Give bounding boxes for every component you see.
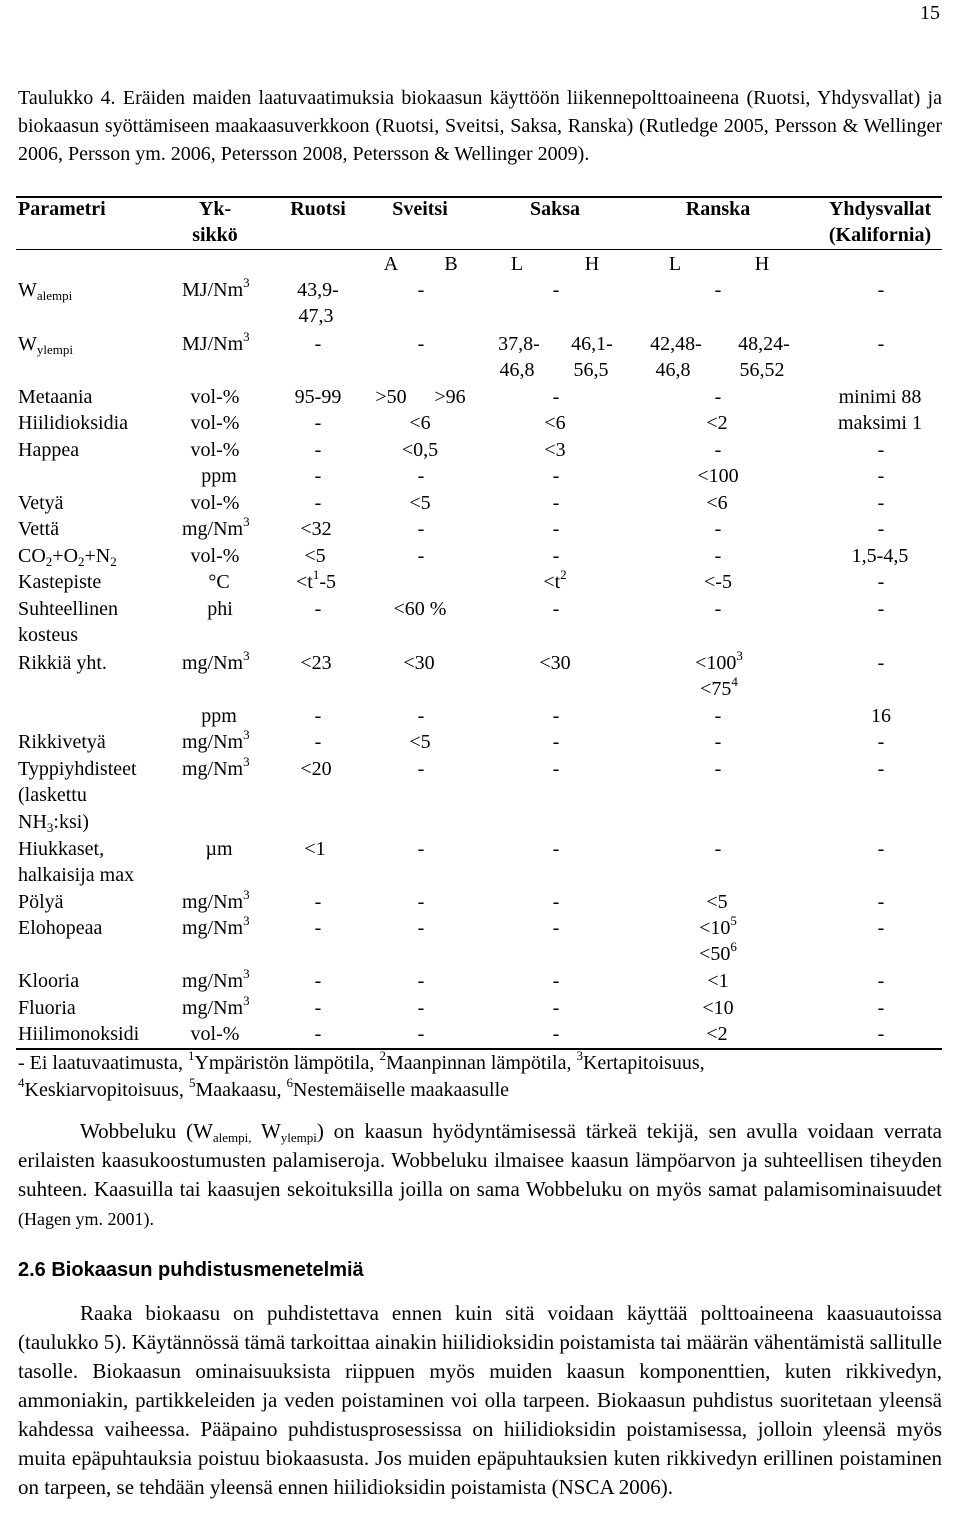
row-metaania-usa: minimi 88	[838, 386, 922, 408]
row-rikkivetya-ranska: -	[714, 731, 722, 753]
table-footnotes: - Ei laatuvaatimusta, $^1$Ympäristön lämpötila, $^2$Maanpinnan lämpötila, $^3$Kertapitoisuus, $^4$Keskiarvopitoisuus, $^5$Maakaasu, $^6$Nestemäiselle maakaasulle	[18, 1048, 705, 1101]
row-kastepiste-param: Kastepiste	[18, 571, 102, 593]
row-klooria-saksa: -	[552, 970, 560, 992]
subheader-saksa-l: L	[510, 253, 524, 275]
row-metaania-param: Metaania	[18, 386, 93, 408]
row-polya-usa: -	[877, 891, 885, 913]
wobbe-paragraph: Wobbeluku ($W_{alempi,}$ $W_{ylempi}$) on kaasun hyödyntämisessä tärkeä tekijä, sen avulla voidaan verrata erilaisten kaasukoostumusten palamiseroja. Wobbeluku ilmaisee kaasun lämpöarvon ja suhteellisen tiheyden suhteen. Kaasuilla tai kaasujen sekoituksilla joilla on sama Wobbeluku on myös samat palamisominaisuudet (Hagen ym. 2001).	[18, 1119, 942, 1229]
subheader-saksa-h: H	[584, 253, 600, 275]
section-heading: 2.6 Biokaasun puhdistusmenetelmiä	[18, 1259, 364, 1281]
row-rikkia-ppm-usa: 16	[871, 705, 891, 727]
header-saksa: Saksa	[529, 198, 581, 220]
row-happea-ppm-ruotsi: -	[314, 465, 322, 487]
row-co2-sveitsi: -	[417, 545, 425, 567]
row-vetta-saksa: -	[552, 518, 560, 540]
row-vetta-ranska: -	[714, 518, 722, 540]
row-w-ylempi-sveitsi: -	[417, 333, 425, 355]
row-typpi-ruotsi: <20	[300, 758, 332, 780]
row-metaania-sveitsi-b: >96	[434, 386, 466, 408]
row-w-alempi-ranska: -	[714, 279, 722, 301]
row-w-ylempi-ranska-l: 42,48-	[650, 333, 702, 355]
row-polya-saksa: -	[552, 891, 560, 913]
row-rikkia-ppm-unit: ppm	[201, 705, 237, 727]
row-rikkia-ranska-2: $<75^4$	[700, 674, 738, 700]
subheader-ranska-h: H	[754, 253, 770, 275]
row-rikkivetya-saksa: -	[552, 731, 560, 753]
row-co2-saksa: -	[552, 545, 560, 567]
row-fluoria-ranska: <10	[702, 997, 734, 1019]
row-hiukkaset-param-2: halkaisija max	[18, 864, 135, 886]
row-suhteellinen-ranska: -	[714, 598, 722, 620]
row-suhteellinen-ruotsi: -	[314, 598, 322, 620]
row-rikkia-saksa: <30	[539, 652, 571, 674]
row-hiilidioksidia-unit: vol-%	[190, 412, 240, 434]
row-rikkivetya-unit: mg/Nm$^3$	[182, 727, 250, 753]
row-w-ylempi-saksa-h-2: 56,5	[573, 359, 609, 381]
row-hiukkaset-unit: µm	[205, 838, 233, 860]
row-elohopeaa-ranska: $<10^5$	[699, 913, 737, 939]
row-w-alempi-param: $W_{alempi}$	[18, 279, 73, 303]
table-top-rule	[16, 196, 942, 198]
row-hiukkaset-param: Hiukkaset,	[18, 838, 105, 860]
row-w-ylempi-ranska-h: 48,24-	[738, 333, 790, 355]
row-rikkivetya-sveitsi: <5	[409, 731, 431, 753]
row-vetta-ruotsi: <32	[300, 518, 332, 540]
row-happea-sveitsi: <0,5	[401, 439, 439, 461]
row-hiilimonoksidi-saksa: -	[552, 1023, 560, 1045]
row-vetta-param: Vettä	[18, 518, 60, 540]
row-co2-usa: 1,5-4,5	[851, 545, 909, 567]
row-co2-param: $CO_2+O_2+N_2$	[18, 545, 117, 569]
row-vetya-ranska: <6	[706, 492, 728, 514]
row-w-ylempi-ruotsi: -	[314, 333, 322, 355]
row-w-ylempi-usa: -	[877, 333, 885, 355]
row-elohopeaa-saksa: -	[552, 917, 560, 939]
row-hiukkaset-ranska: -	[714, 838, 722, 860]
row-metaania-saksa: -	[552, 386, 560, 408]
row-typpi-unit: mg/Nm$^3$	[182, 754, 250, 780]
row-fluoria-param: Fluoria	[18, 997, 76, 1019]
row-rikkia-usa: -	[877, 652, 885, 674]
row-rikkivetya-param: Rikkivetyä	[18, 731, 106, 753]
row-fluoria-sveitsi: -	[417, 997, 425, 1019]
row-suhteellinen-usa: -	[877, 598, 885, 620]
row-vetya-sveitsi: <5	[409, 492, 431, 514]
row-vetta-usa: -	[877, 518, 885, 540]
row-hiilimonoksidi-param: Hiilimonoksidi	[18, 1023, 140, 1045]
row-suhteellinen-saksa: -	[552, 598, 560, 620]
row-kastepiste-usa: -	[877, 571, 885, 593]
row-klooria-usa: -	[877, 970, 885, 992]
row-metaania-ranska: -	[714, 386, 722, 408]
subheader-sveitsi-b: B	[444, 253, 458, 275]
row-hiilidioksidia-ruotsi: -	[314, 412, 322, 434]
row-suhteellinen-param-2: kosteus	[18, 624, 78, 646]
row-metaania-ruotsi: 95-99	[294, 386, 342, 408]
row-happea-param: Happea	[18, 439, 80, 461]
row-elohopeaa-usa: -	[877, 917, 885, 939]
row-happea-ranska: -	[714, 439, 722, 461]
row-hiilimonoksidi-usa: -	[877, 1023, 885, 1045]
header-yksikko: Yk-	[198, 198, 232, 220]
row-rikkia-ppm-ruotsi: -	[314, 705, 322, 727]
row-w-alempi-usa: -	[877, 279, 885, 301]
row-rikkia-ruotsi: <23	[300, 652, 332, 674]
row-hiilidioksidia-saksa: <6	[544, 412, 566, 434]
row-klooria-unit: mg/Nm$^3$	[182, 966, 250, 992]
row-polya-ranska: <5	[706, 891, 728, 913]
page-number: 15	[920, 2, 940, 24]
row-fluoria-ruotsi: -	[314, 997, 322, 1019]
row-hiukkaset-saksa: -	[552, 838, 560, 860]
row-hiukkaset-ruotsi: <1	[304, 838, 326, 860]
row-kastepiste-saksa: $<t^2$	[543, 567, 567, 593]
row-metaania-sveitsi-a: >50	[375, 386, 407, 408]
row-hiilimonoksidi-ruotsi: -	[314, 1023, 322, 1045]
row-rikkia-sveitsi: <30	[403, 652, 435, 674]
row-suhteellinen-sveitsi: <60 %	[393, 598, 447, 620]
row-hiilimonoksidi-ranska: <2	[706, 1023, 728, 1045]
row-happea-ruotsi: -	[314, 439, 322, 461]
table-caption: Taulukko 4. Eräiden maiden laatuvaatimuksia biokaasun käyttöön liikennepolttoaineena (Ruotsi, Yhdysvallat) ja biokaasun syöttämiseen maakaasuverkkoon (Ruotsi, Sveitsi, Saksa, Ranska) (Rutledge 2005, Persson & Wellinger 2006, Persson ym. 2006, Petersson 2008, Petersson & Wellinger 2009).	[18, 87, 942, 165]
row-rikkia-unit: mg/Nm$^3$	[182, 648, 250, 674]
table-header-rule	[16, 249, 942, 250]
row-happea-ppm-ranska: <100	[697, 465, 739, 487]
row-elohopeaa-ruotsi: -	[314, 917, 322, 939]
row-happea-unit: vol-%	[190, 439, 240, 461]
row-w-ylempi-ranska-h-2: 56,52	[739, 359, 785, 381]
row-suhteellinen-param: Suhteellinen	[18, 598, 118, 620]
row-rikkia-ppm-sveitsi: -	[417, 705, 425, 727]
row-happea-usa: -	[877, 439, 885, 461]
row-metaania-unit: vol-%	[190, 386, 240, 408]
row-typpi-sveitsi: -	[417, 758, 425, 780]
header-yhdysvallat: Yhdysvallat	[828, 198, 932, 220]
row-w-alempi-unit: MJ/Nm$^3$	[182, 275, 250, 301]
row-fluoria-usa: -	[877, 997, 885, 1019]
row-polya-unit: mg/Nm$^3$	[182, 887, 250, 913]
row-elohopeaa-unit: mg/Nm$^3$	[182, 913, 250, 939]
row-typpi-param-3: $NH_3:ksi$)	[18, 811, 89, 835]
header-ranska: Ranska	[685, 198, 751, 220]
row-rikkivetya-ruotsi: -	[314, 731, 322, 753]
row-co2-ranska: -	[714, 545, 722, 567]
subheader-sveitsi-a: A	[383, 253, 399, 275]
header-kalifornia: (Kalifornia)	[828, 224, 932, 246]
row-vetya-unit: vol-%	[190, 492, 240, 514]
row-hiilimonoksidi-sveitsi: -	[417, 1023, 425, 1045]
row-w-ylempi-saksa-l-2: 46,8	[499, 359, 535, 381]
row-klooria-sveitsi: -	[417, 970, 425, 992]
row-happea-ppm-unit: ppm	[201, 465, 237, 487]
header-yksikko-2: sikkö	[192, 224, 238, 246]
row-polya-param: Pölyä	[18, 891, 64, 913]
row-polya-ruotsi: -	[314, 891, 322, 913]
row-elohopeaa-sveitsi: -	[417, 917, 425, 939]
header-parametri: Parametri	[18, 198, 106, 220]
row-w-ylempi-saksa-l: 37,8-	[498, 333, 540, 355]
row-fluoria-unit: mg/Nm$^3$	[182, 993, 250, 1019]
row-rikkia-ppm-saksa: -	[552, 705, 560, 727]
row-co2-unit: vol-%	[190, 545, 240, 567]
row-hiilidioksidia-sveitsi: <6	[409, 412, 431, 434]
row-rikkia-ranska: $<100^3$	[695, 648, 743, 674]
row-klooria-ruotsi: -	[314, 970, 322, 992]
row-hiilidioksidia-usa: maksimi 1	[838, 412, 922, 434]
row-elohopeaa-param: Elohopeaa	[18, 917, 103, 939]
header-ruotsi: Ruotsi	[290, 198, 346, 220]
row-kastepiste-ruotsi: $<t^1-5$	[295, 567, 337, 593]
row-typpi-param-2: (laskettu	[18, 784, 87, 806]
row-happea-ppm-sveitsi: -	[417, 465, 425, 487]
row-rikkivetya-usa: -	[877, 731, 885, 753]
row-rikkia-param: Rikkiä yht.	[18, 652, 107, 674]
row-rikkia-ppm-ranska: -	[714, 705, 722, 727]
row-w-alempi-sveitsi: -	[417, 279, 425, 301]
header-sveitsi: Sveitsi	[392, 198, 448, 220]
row-kastepiste-ranska: <-5	[704, 571, 732, 593]
row-w-ylempi-unit: MJ/Nm$^3$	[182, 329, 250, 355]
row-hiilidioksidia-ranska: <2	[706, 412, 728, 434]
row-happea-saksa: <3	[544, 439, 566, 461]
row-typpi-usa: -	[877, 758, 885, 780]
row-happea-ppm-saksa: -	[552, 465, 560, 487]
row-vetya-ruotsi: -	[314, 492, 322, 514]
row-hiukkaset-usa: -	[877, 838, 885, 860]
row-polya-sveitsi: -	[417, 891, 425, 913]
row-vetta-unit: mg/Nm$^3$	[182, 514, 250, 540]
section-paragraph: Raaka biokaasu on puhdistettava ennen kuin sitä voidaan käyttää polttoaineena kaasuautoissa (taulukko 5). Käytännössä tämä tarkoittaa ainakin hiilidioksidin poistamista tai määrän vähentämistä sallitulle tasolle. Biokaasun ominaisuuksista riippuen myös muiden kaasun komponenttien, kuten rikkivedyn, ammoniakin, partikkeleiden ja veden poistaminen voi olla tarpeen. Biokaasun puhdistus suoritetaan yleensä kahdessa vaiheessa. Pääpaino puhdistusprosessissa on hiilidioksidin poistamisessa, jolloin yleensä myös muita epäpuhtauksia poistuu biokaasusta. Jos muiden epäpuhtauksien kuten rikkivedyn erillinen poistaminen on tarpeen, se tehdään yleensä ennen hiilidioksidin poistamista (NSCA 2006).	[18, 1301, 942, 1499]
row-w-alempi-ruotsi-2: 47,3	[298, 305, 334, 327]
row-w-ylempi-saksa-h: 46,1-	[571, 333, 613, 355]
row-typpi-param: Typpiyhdisteet	[18, 758, 137, 780]
row-w-alempi-saksa: -	[552, 279, 560, 301]
row-w-alempi-ruotsi: 43,9-	[297, 279, 339, 301]
row-elohopeaa-ranska-2: $<50^6$	[699, 939, 737, 965]
row-vetya-saksa: -	[552, 492, 560, 514]
row-happea-ppm-usa: -	[877, 465, 885, 487]
row-vetta-sveitsi: -	[417, 518, 425, 540]
row-hiilidioksidia-param: Hiilidioksidia	[18, 412, 128, 434]
row-co2-ruotsi: <5	[304, 545, 326, 567]
row-typpi-saksa: -	[552, 758, 560, 780]
row-w-ylempi-ranska-l-2: 46,8	[655, 359, 691, 381]
row-hiukkaset-sveitsi: -	[417, 838, 425, 860]
row-suhteellinen-unit: phi	[207, 598, 233, 620]
row-vetya-param: Vetyä	[18, 492, 64, 514]
row-klooria-ranska: <1	[707, 970, 729, 992]
row-hiilimonoksidi-unit: vol-%	[190, 1023, 240, 1045]
row-vetya-usa: -	[877, 492, 885, 514]
row-typpi-ranska: -	[714, 758, 722, 780]
row-klooria-param: Klooria	[18, 970, 80, 992]
row-fluoria-saksa: -	[552, 997, 560, 1019]
subheader-ranska-l: L	[668, 253, 682, 275]
row-w-ylempi-param: $W_{ylempi}$	[18, 333, 73, 357]
row-kastepiste-unit: °C	[208, 571, 230, 593]
